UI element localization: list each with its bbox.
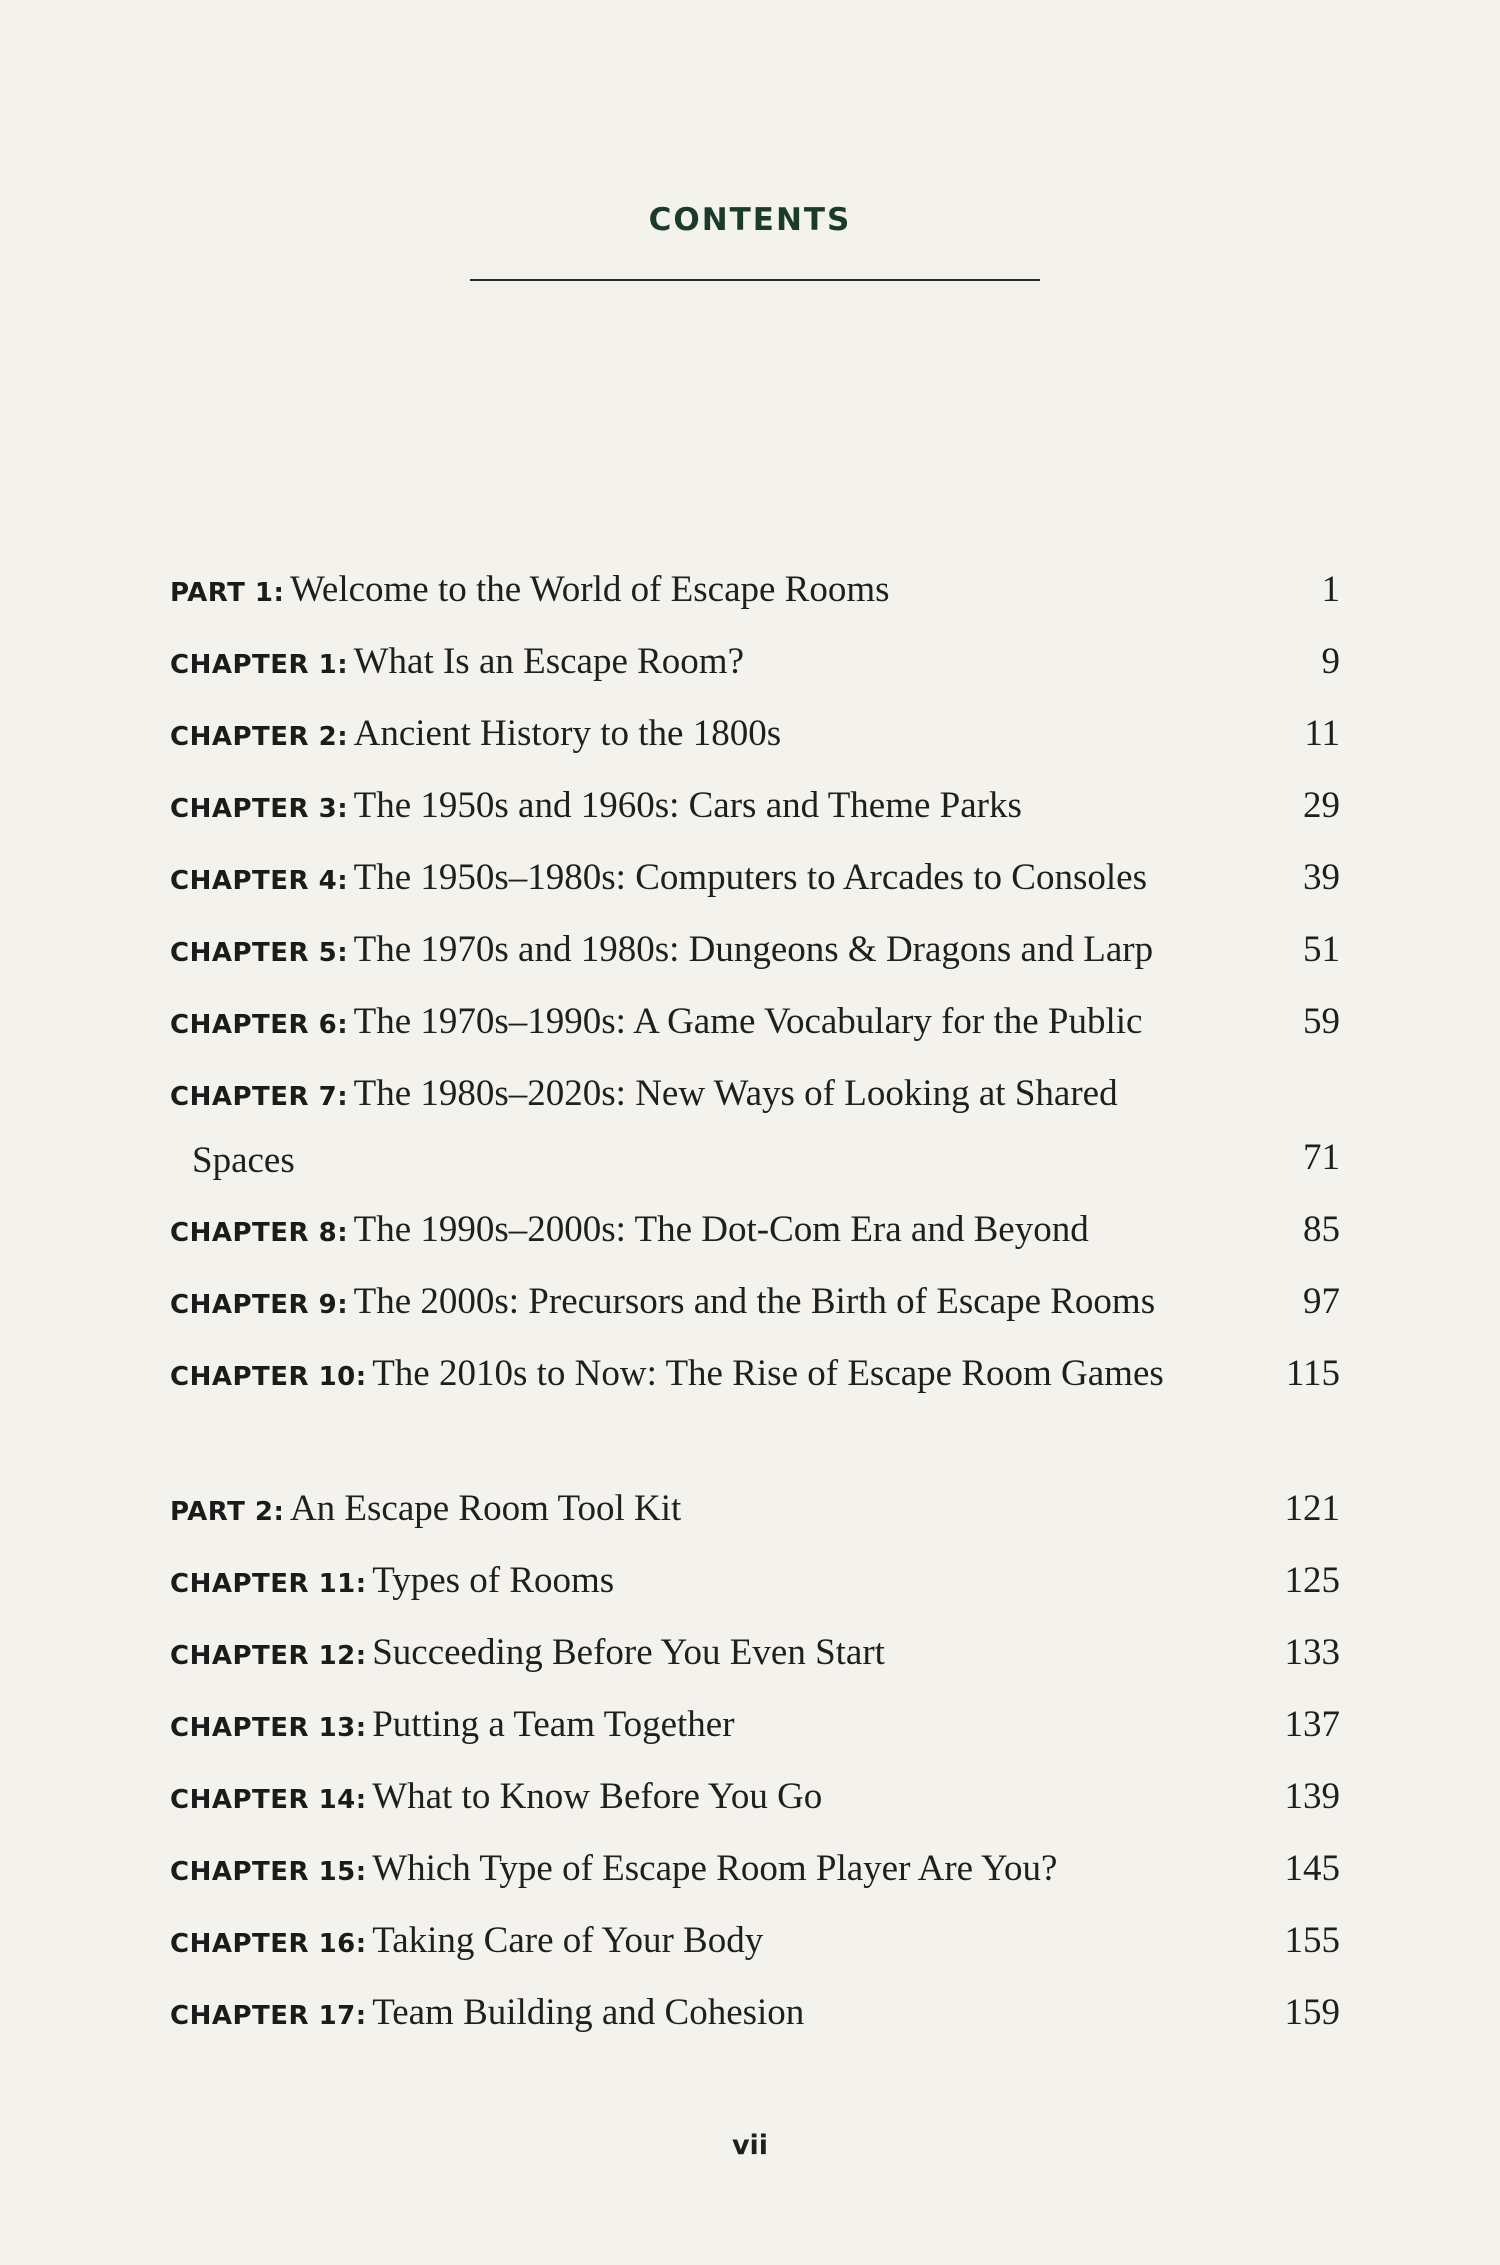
toc-entry-chapter-13[interactable] xyxy=(170,1695,1340,1755)
toc-entry-chapter-10[interactable] xyxy=(170,1344,1340,1404)
entry-page-number: 145 xyxy=(1284,1848,1340,1889)
entry-page-number: 1 xyxy=(1321,569,1340,610)
label-colon: : xyxy=(355,1857,367,1887)
entry-line-1 xyxy=(170,1064,1240,1127)
toc-entry-chapter-9[interactable] xyxy=(170,1272,1340,1332)
entry-title: The 1950s and 1960s: Cars and Theme Parks xyxy=(353,785,1022,826)
label-colon: : xyxy=(337,1290,348,1320)
toc-entry-chapter-15[interactable] xyxy=(170,1839,1340,1899)
entry-page-number: 133 xyxy=(1284,1632,1340,1673)
entry-label: CHAPTER 11 xyxy=(170,1569,356,1599)
entry-title: The 1950s–1980s: Computers to Arcades to Consoles xyxy=(353,857,1147,898)
entry-title: The 1990s–2000s: The Dot-Com Era and Beyond xyxy=(353,1209,1089,1250)
entry-page-number: 139 xyxy=(1284,1776,1340,1817)
label-colon: : xyxy=(273,578,284,608)
entry-page-number: 155 xyxy=(1284,1920,1340,1961)
entry-title: Ancient History to the 1800s xyxy=(353,713,782,754)
entry-label: CHAPTER 9 xyxy=(170,1290,338,1320)
entry-page-number: 39 xyxy=(1303,857,1340,898)
page-folio: vii xyxy=(731,2130,769,2161)
entry-page-number: 159 xyxy=(1284,1992,1340,2033)
label-colon: : xyxy=(337,1010,348,1040)
entry-page-number: 29 xyxy=(1303,785,1340,826)
entry-label: CHAPTER 14 xyxy=(170,1785,356,1815)
entry-label: CHAPTER 8 xyxy=(170,1218,338,1248)
entry-title: Succeeding Before You Even Start xyxy=(372,1632,885,1673)
entry-title: Team Building and Cohesion xyxy=(372,1992,805,2033)
toc-entry-chapter-11[interactable] xyxy=(170,1551,1340,1611)
toc-entry-chapter-17[interactable] xyxy=(170,1983,1340,2043)
label-colon: : xyxy=(337,938,348,968)
entry-page-number: 11 xyxy=(1304,713,1340,754)
entry-title: What to Know Before You Go xyxy=(372,1776,823,1817)
entry-title: What Is an Escape Room? xyxy=(353,641,745,682)
entry-label: CHAPTER 5 xyxy=(170,938,338,968)
toc-entry-chapter-16[interactable] xyxy=(170,1911,1340,1971)
toc-entry-chapter-7[interactable] xyxy=(170,1064,1340,1188)
label-colon: : xyxy=(355,1785,367,1815)
label-colon: : xyxy=(337,722,348,752)
entry-label: CHAPTER 12 xyxy=(170,1641,356,1671)
entry-label: CHAPTER 10 xyxy=(170,1362,356,1392)
entry-title: The 1970s–1990s: A Game Vocabulary for the Public xyxy=(353,1001,1143,1042)
entry-label: PART 1 xyxy=(170,578,274,608)
entry-title: The 2000s: Precursors and the Birth of Escape Rooms xyxy=(353,1281,1156,1322)
label-colon: : xyxy=(337,1218,348,1248)
label-colon: : xyxy=(337,794,348,824)
toc-entry-part-1[interactable] xyxy=(170,560,1340,620)
toc-entry-chapter-12[interactable] xyxy=(170,1623,1340,1683)
entry-title: The 1970s and 1980s: Dungeons & Dragons and Larp xyxy=(353,929,1154,970)
label-colon: : xyxy=(337,866,348,896)
label-colon: : xyxy=(355,1641,367,1671)
entry-title: Taking Care of Your Body xyxy=(372,1920,764,1961)
label-colon: : xyxy=(355,1569,367,1599)
entry-label: CHAPTER 17 xyxy=(170,2001,356,2031)
label-colon: : xyxy=(355,1362,367,1392)
entry-page-number: 9 xyxy=(1321,641,1340,682)
entry-label: CHAPTER 13 xyxy=(170,1713,356,1743)
entry-page-number: 71 xyxy=(1303,1137,1340,1178)
label-colon: : xyxy=(337,1082,348,1112)
toc-entry-chapter-6[interactable] xyxy=(170,992,1340,1052)
entry-title: Welcome to the World of Escape Rooms xyxy=(289,569,890,610)
entry-label: PART 2 xyxy=(170,1497,274,1527)
entry-label: CHAPTER 6 xyxy=(170,1010,338,1040)
label-colon: : xyxy=(273,1497,284,1527)
entry-page-number: 59 xyxy=(1303,1001,1340,1042)
entry-page-number: 137 xyxy=(1284,1704,1340,1745)
toc-entry-chapter-3[interactable] xyxy=(170,776,1340,836)
entry-page-number: 115 xyxy=(1285,1353,1340,1394)
toc-entry-chapter-14[interactable] xyxy=(170,1767,1340,1827)
entry-label: CHAPTER 3 xyxy=(170,794,338,824)
entry-title: Which Type of Escape Room Player Are You? xyxy=(372,1848,1058,1889)
entry-label: CHAPTER 1 xyxy=(170,650,338,680)
entry-label: CHAPTER 16 xyxy=(170,1929,356,1959)
label-colon: : xyxy=(355,2001,367,2031)
entry-title: Putting a Team Together xyxy=(372,1704,735,1745)
entry-label: CHAPTER 2 xyxy=(170,722,338,752)
entry-page-number: 125 xyxy=(1284,1560,1340,1601)
heading-rule xyxy=(470,279,1040,281)
entry-title: Types of Rooms xyxy=(372,1560,615,1601)
toc-entry-chapter-5[interactable] xyxy=(170,920,1340,980)
entry-page-number: 51 xyxy=(1303,929,1340,970)
entry-title-continued: Spaces xyxy=(192,1140,295,1181)
entry-title: An Escape Room Tool Kit xyxy=(289,1488,682,1529)
toc-entry-chapter-4[interactable] xyxy=(170,848,1340,908)
toc-entry-chapter-2[interactable] xyxy=(170,704,1340,764)
entry-label: CHAPTER 7 xyxy=(170,1082,338,1112)
label-colon: : xyxy=(355,1929,367,1959)
contents-heading: CONTENTS xyxy=(648,202,852,238)
entry-page-number: 85 xyxy=(1303,1209,1340,1250)
entry-label: CHAPTER 4 xyxy=(170,866,338,896)
entry-page-number: 121 xyxy=(1284,1488,1340,1529)
toc-entry-chapter-8[interactable] xyxy=(170,1200,1340,1260)
toc-entry-part-2[interactable] xyxy=(170,1479,1340,1539)
label-colon: : xyxy=(355,1713,367,1743)
entry-page-number: 97 xyxy=(1303,1281,1340,1322)
toc-entry-chapter-1[interactable] xyxy=(170,632,1340,692)
entry-label: CHAPTER 15 xyxy=(170,1857,356,1887)
label-colon: : xyxy=(337,650,348,680)
entry-title: The 1980s–2020s: New Ways of Looking at Shared xyxy=(353,1073,1118,1114)
entry-title: The 2010s to Now: The Rise of Escape Room Games xyxy=(372,1353,1164,1394)
